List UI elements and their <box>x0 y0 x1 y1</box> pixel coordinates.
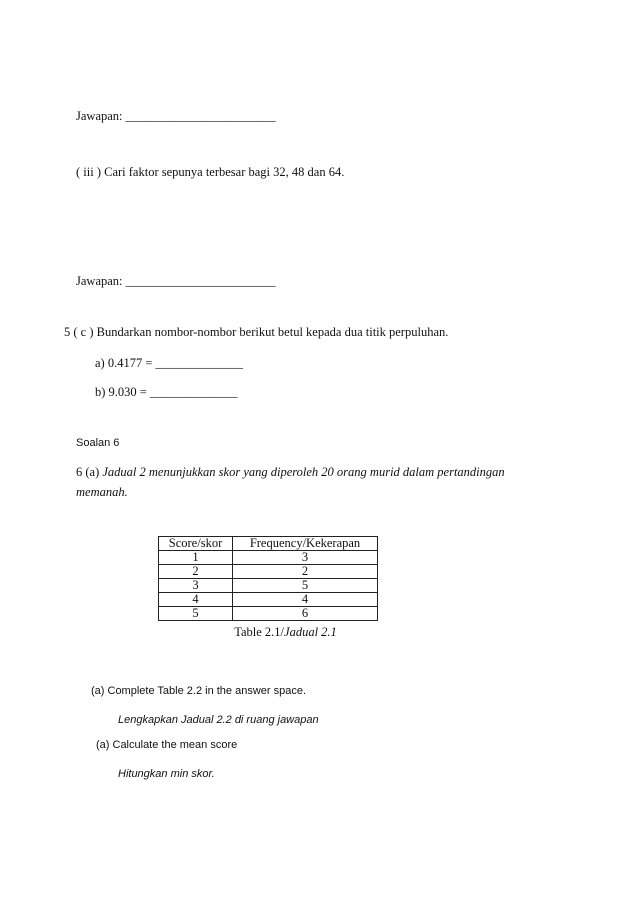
table-row <box>159 579 378 593</box>
table-cell-frequency: 4 <box>233 593 378 607</box>
table-cell-frequency: 3 <box>233 551 378 565</box>
section-heading-soalan-6: Soalan 6 <box>76 437 120 449</box>
q5c-item-b: b) 9.030 = ______________ <box>95 385 238 399</box>
table-row <box>159 607 378 621</box>
table-cell-score: 2 <box>159 565 233 579</box>
table-row <box>159 551 378 565</box>
instruction-complete-table-en: (a) Complete Table 2.2 in the answer space. <box>91 685 307 697</box>
instruction-mean-score-en: (a) Calculate the mean score <box>96 739 238 751</box>
table-cell-score: 3 <box>159 579 233 593</box>
table-cell-frequency: 5 <box>233 579 378 593</box>
question-q6a-text: Jadual 2 menunjukkan skor yang diperoleh 20 orang murid dalam pertandingan memanah. <box>76 465 505 499</box>
question-q6a <box>76 462 546 502</box>
instruction-complete-table-ms: Lengkapkan Jadual 2.2 di ruang jawapan <box>118 714 319 726</box>
table-caption-italic: Jadual 2.1 <box>284 625 337 639</box>
table-cell-frequency: 6 <box>233 607 378 621</box>
table-cell-score: 5 <box>159 607 233 621</box>
column-header-score: Score/skor <box>159 537 233 551</box>
answer-line-q5b-iii: Jawapan: ________________________ <box>76 274 276 288</box>
frequency-table <box>158 536 378 621</box>
table-caption-prefix: Table 2.1/ <box>234 625 285 639</box>
table-caption <box>158 625 413 640</box>
answer-line-q5b-ii: Jawapan: ________________________ <box>76 109 276 123</box>
table-row <box>159 565 378 579</box>
table-cell-frequency: 2 <box>233 565 378 579</box>
table-header-row <box>159 537 378 551</box>
table-cell-score: 1 <box>159 551 233 565</box>
question-q5b-iii: ( iii ) Cari faktor sepunya terbesar bagi 32, 48 dan 64. <box>76 165 345 179</box>
instruction-mean-score-ms: Hitungkan min skor. <box>118 768 215 780</box>
question-q5c: 5 ( c ) Bundarkan nombor-nombor berikut betul kepada dua titik perpuluhan. <box>64 325 449 339</box>
question-q6a-number: 6 (a) <box>76 465 103 479</box>
table-cell-score: 4 <box>159 593 233 607</box>
column-header-frequency: Frequency/Kekerapan <box>233 537 378 551</box>
q5c-item-a: a) 0.4177 = ______________ <box>95 356 244 370</box>
table-row <box>159 593 378 607</box>
